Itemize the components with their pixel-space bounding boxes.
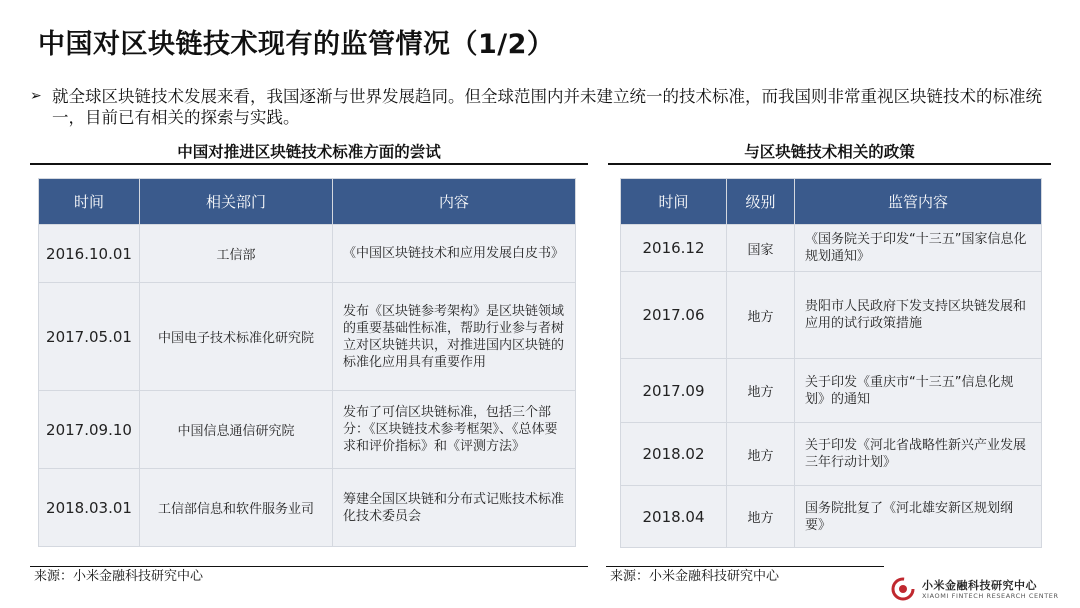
header-level: 级别 <box>727 179 795 225</box>
standards-panel-title: 中国对推进区块链技术标准方面的尝试 <box>30 140 588 165</box>
policy-panel <box>608 140 1051 533</box>
row-department: 中国信息通信研究院 <box>140 391 333 469</box>
row-content: 关于印发《重庆市“十三五”信息化规划》的通知 <box>795 359 1042 423</box>
table-row <box>621 225 1042 272</box>
intro-text: 就全球区块链技术发展来看，我国逐渐与世界发展趋同。但全球范围内并未建立统一的技术标准，而我国则非常重视区块链技术的标准统一，目前已有相关的探索与实践。 <box>52 87 1042 127</box>
table-row <box>39 469 576 547</box>
row-date: 2017.05.01 <box>39 283 140 391</box>
row-level: 地方 <box>727 359 795 423</box>
source-note-right: 来源：小米金融科技研究中心 <box>606 566 884 586</box>
table-row <box>621 486 1042 548</box>
row-date: 2017.09 <box>621 359 727 423</box>
source-note-left: 来源：小米金融科技研究中心 <box>30 566 588 586</box>
row-content: 国务院批复了《河北雄安新区规划纲要》 <box>795 486 1042 548</box>
row-content: 发布了可信区块链标准，包括三个部分：《区块链技术参考框架》、《总体要求和评价指标》和《评测方法》 <box>333 391 576 469</box>
policy-table <box>620 178 1042 548</box>
row-content: 发布《区块链参考架构》是区块链领域的重要基础性标准，帮助行业参与者树立对区块链共识，对推进国内区块链的标准化应用具有重要作用 <box>333 283 576 391</box>
row-level: 地方 <box>727 486 795 548</box>
header-time: 时间 <box>621 179 727 225</box>
table-row <box>621 359 1042 423</box>
row-level: 地方 <box>727 272 795 359</box>
arrow-bullet-icon: ➢ <box>30 88 42 104</box>
header-time: 时间 <box>39 179 140 225</box>
row-content: 《国务院关于印发“十三五”国家信息化规划通知》 <box>795 225 1042 272</box>
standards-table <box>38 178 576 547</box>
header-regulation: 监管内容 <box>795 179 1042 225</box>
row-date: 2018.03.01 <box>39 469 140 547</box>
xiaomi-fintech-logo-icon <box>890 576 916 602</box>
row-date: 2016.12 <box>621 225 727 272</box>
row-content: 关于印发《河北省战略性新兴产业发展三年行动计划》 <box>795 423 1042 486</box>
row-date: 2016.10.01 <box>39 225 140 283</box>
row-level: 国家 <box>727 225 795 272</box>
row-level: 地方 <box>727 423 795 486</box>
standards-panel <box>30 140 588 524</box>
table-header-row <box>621 179 1042 225</box>
table-row <box>39 283 576 391</box>
row-date: 2018.04 <box>621 486 727 548</box>
row-content: 筹建全国区块链和分布式记账技术标准化技术委员会 <box>333 469 576 547</box>
brand-logo <box>890 576 1070 604</box>
row-department: 中国电子技术标准化研究院 <box>140 283 333 391</box>
table-row <box>621 423 1042 486</box>
table-row <box>39 391 576 469</box>
row-date: 2017.09.10 <box>39 391 140 469</box>
logo-english-name: XIAOMI FINTECH RESEARCH CENTER <box>922 592 1059 600</box>
row-date: 2017.06 <box>621 272 727 359</box>
logo-chinese-name: 小米金融科技研究中心 <box>922 579 1037 592</box>
policy-panel-title: 与区块链技术相关的政策 <box>608 140 1051 165</box>
table-row <box>621 272 1042 359</box>
intro-paragraph <box>30 86 1050 128</box>
row-date: 2018.02 <box>621 423 727 486</box>
table-row <box>39 225 576 283</box>
header-department: 相关部门 <box>140 179 333 225</box>
page-title: 中国对区块链技术现有的监管情况（1/2） <box>38 29 555 60</box>
header-content: 内容 <box>333 179 576 225</box>
row-content: 贵阳市人民政府下发支持区块链发展和应用的试行政策措施 <box>795 272 1042 359</box>
row-department: 工信部信息和软件服务业司 <box>140 469 333 547</box>
table-header-row <box>39 179 576 225</box>
row-content: 《中国区块链技术和应用发展白皮书》 <box>333 225 576 283</box>
row-department: 工信部 <box>140 225 333 283</box>
